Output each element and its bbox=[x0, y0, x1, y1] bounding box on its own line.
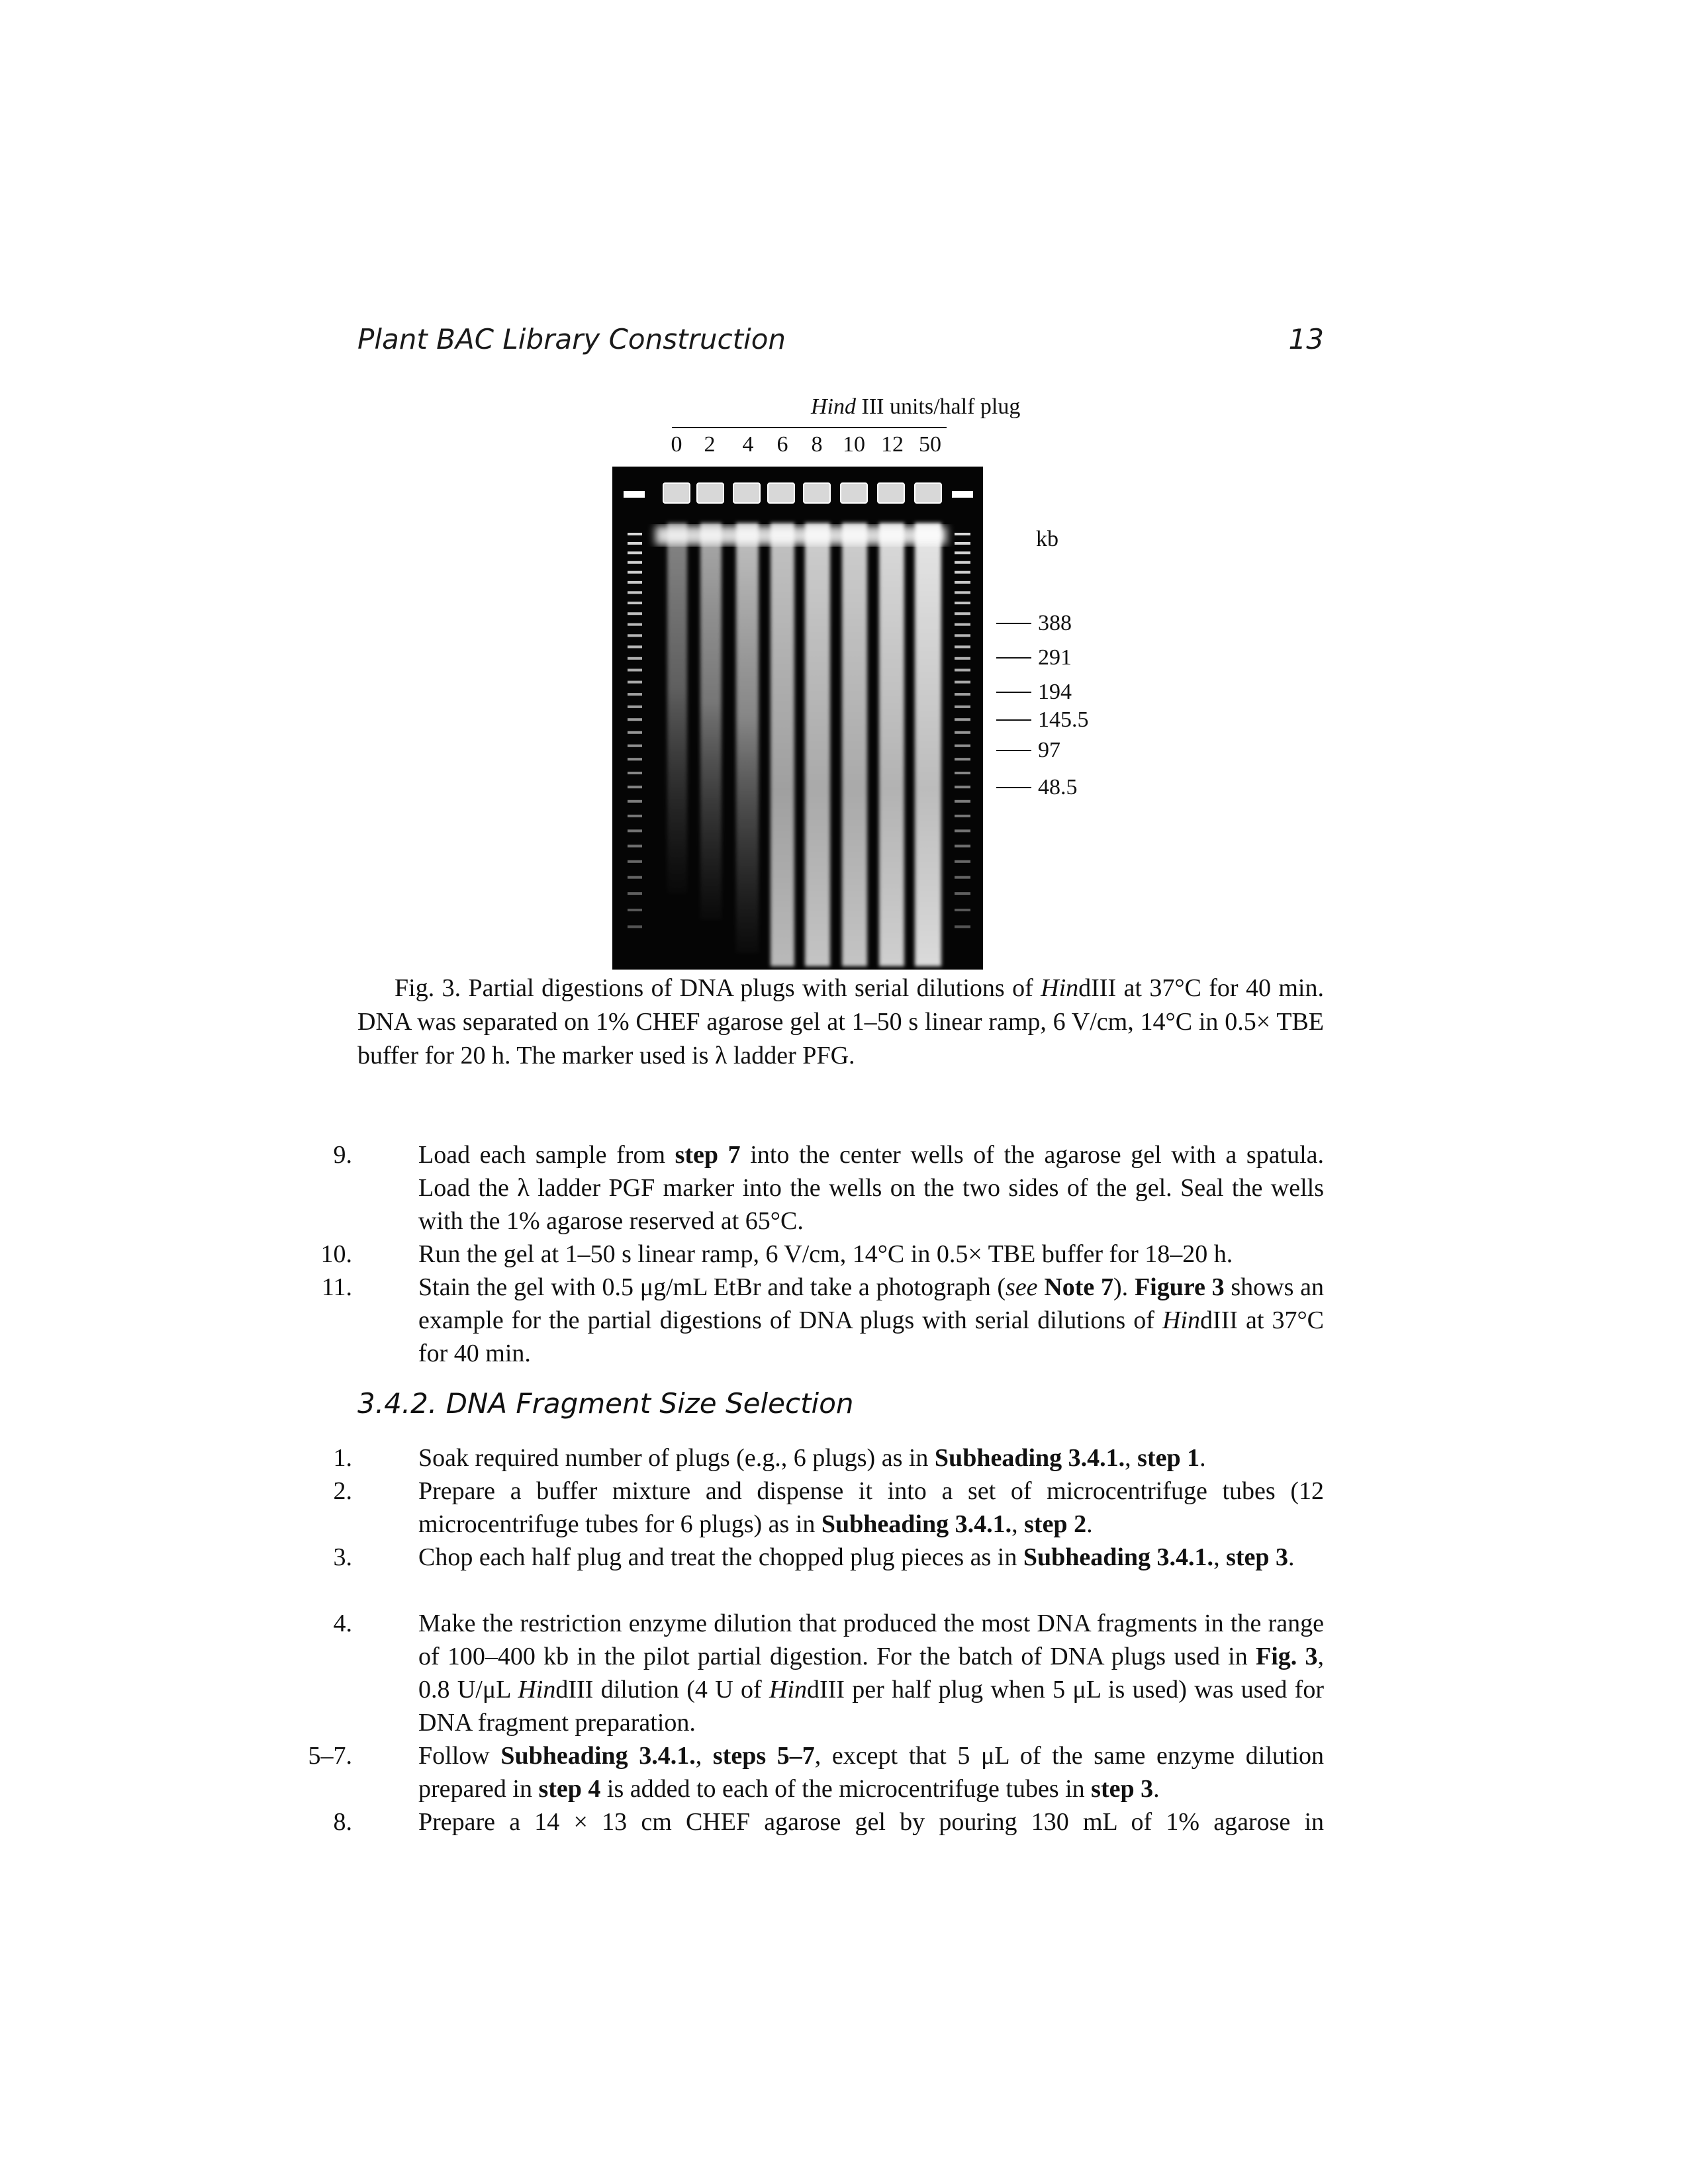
ladder-band bbox=[628, 758, 642, 760]
step-number: 4. bbox=[333, 1610, 352, 1637]
caption-italic: Hin bbox=[1041, 974, 1079, 1002]
ladder-band bbox=[628, 925, 642, 928]
ladder-band bbox=[955, 731, 970, 734]
ladder-band bbox=[955, 892, 970, 895]
ladder-band bbox=[628, 800, 642, 803]
step-text: Load each sample from step 7 into the center wells of the agarose gel with a spatula. Load the λ ladder PGF marker into the wells on the two sides of the gel. Seal the wells with the 1% agarose reserved at 65°C. bbox=[418, 1141, 1324, 1235]
ladder-band bbox=[955, 542, 970, 545]
ladder-band bbox=[955, 657, 970, 660]
ladder-band bbox=[628, 860, 642, 863]
ladder-band bbox=[955, 591, 970, 594]
list-item bbox=[308, 1739, 1324, 1805]
enzyme-label: Hind III units/half plug bbox=[811, 394, 1021, 419]
ladder-band bbox=[955, 758, 970, 760]
ladder-band bbox=[628, 844, 642, 847]
step-number: 8. bbox=[333, 1808, 352, 1836]
gel-well bbox=[768, 483, 794, 503]
ladder-band bbox=[628, 657, 642, 660]
ladder-band bbox=[628, 718, 642, 721]
ladder-band bbox=[628, 731, 642, 734]
kb-unit-label: kb bbox=[1036, 527, 1058, 551]
ladder-band bbox=[955, 533, 970, 535]
ladder-band bbox=[628, 693, 642, 696]
size-marker-label: 388 bbox=[1038, 611, 1072, 635]
list-item bbox=[333, 1441, 1324, 1475]
step-number: 1. bbox=[333, 1444, 352, 1472]
lane-label: 12 bbox=[881, 432, 904, 457]
figure-caption bbox=[357, 972, 1324, 1073]
list-item bbox=[333, 1138, 1324, 1238]
marker-well-left bbox=[624, 491, 645, 498]
gel-well bbox=[841, 483, 867, 503]
ladder-band bbox=[628, 876, 642, 879]
ladder-band bbox=[628, 645, 642, 648]
step-number: 10. bbox=[320, 1240, 352, 1268]
lane-label: 50 bbox=[919, 432, 941, 457]
ladder-band bbox=[955, 876, 970, 879]
list-item bbox=[333, 1607, 1324, 1739]
ladder-band bbox=[955, 561, 970, 564]
step-text: Prepare a buffer mixture and dispense it into a set of microcentrifuge tubes (12 microcentrifuge tubes for 6 plugs) as in Subheading 3.4.1., step 2. bbox=[418, 1477, 1324, 1538]
step-text: Soak required number of plugs (e.g., 6 plugs) as in Subheading 3.4.1., step 1. bbox=[418, 1444, 1206, 1472]
marker-well-right bbox=[952, 491, 973, 498]
step-number: 11. bbox=[321, 1273, 352, 1301]
step-text: Stain the gel with 0.5 μg/mL EtBr and take a photograph (see Note 7). Figure 3 shows an example for the partial digestions of DNA plugs with serial dilutions of HindIII at 37°C for 40 min. bbox=[418, 1273, 1325, 1367]
ladder-band bbox=[955, 571, 970, 574]
ladder-band bbox=[628, 892, 642, 895]
ladder-band bbox=[628, 634, 642, 637]
ladder-band bbox=[628, 705, 642, 708]
ladder-band bbox=[955, 645, 970, 648]
lane-smear bbox=[736, 523, 759, 953]
size-marker-label: 145.5 bbox=[1038, 707, 1089, 732]
ladder-band bbox=[955, 681, 970, 684]
list-item bbox=[333, 1475, 1324, 1541]
gel-well bbox=[878, 483, 904, 503]
ladder-band bbox=[955, 860, 970, 863]
step-number: 9. bbox=[333, 1141, 352, 1169]
lane-label: 10 bbox=[843, 432, 865, 457]
caption-text: dIII at 37°C for 40 min. DNA was separated on 1% CHEF agarose gel at 1–50 s linear ramp, 6 V/cm, 14°C in 0.5× TBE buffer for 20 h. The marker used is λ ladder PFG. bbox=[357, 974, 1324, 1069]
gel-well bbox=[915, 483, 941, 503]
gel-well bbox=[733, 483, 760, 503]
ladder-band bbox=[955, 634, 970, 637]
size-marker-label: 194 bbox=[1038, 680, 1072, 704]
ladder-band bbox=[955, 612, 970, 615]
lane-label: 0 bbox=[671, 432, 682, 457]
page-number: 13 bbox=[1288, 323, 1324, 355]
size-marker-label: 291 bbox=[1038, 645, 1072, 670]
ladder-band bbox=[955, 786, 970, 788]
ladder-band bbox=[955, 909, 970, 911]
list-item bbox=[333, 1805, 1324, 1839]
ladder-band bbox=[628, 602, 642, 604]
ladder-band bbox=[628, 786, 642, 788]
ladder-band bbox=[955, 693, 970, 696]
ladder-band bbox=[955, 602, 970, 604]
gel-well bbox=[804, 483, 830, 503]
ladder-band bbox=[955, 829, 970, 832]
ladder-band bbox=[955, 669, 970, 672]
ladder-band bbox=[628, 909, 642, 911]
lane-smear bbox=[700, 523, 722, 920]
lane-label: 2 bbox=[704, 432, 716, 457]
step-text: Prepare a 14 × 13 cm CHEF agarose gel by pouring 130 mL of 1% agarose in bbox=[418, 1808, 1324, 1836]
step-text: Run the gel at 1–50 s linear ramp, 6 V/cm, 14°C in 0.5× TBE buffer for 18–20 h. bbox=[418, 1240, 1233, 1268]
ladder-band bbox=[628, 745, 642, 747]
gel-svg bbox=[609, 390, 1152, 986]
step-number: 2. bbox=[333, 1477, 352, 1505]
gel-figure bbox=[609, 390, 1152, 986]
ladder-band bbox=[955, 745, 970, 747]
ladder-band bbox=[628, 551, 642, 554]
lane-smear bbox=[842, 523, 867, 966]
ladder-band bbox=[955, 844, 970, 847]
gel-well bbox=[697, 483, 724, 503]
step-text: Chop each half plug and treat the chopped plug pieces as in Subheading 3.4.1., step 3. bbox=[418, 1543, 1295, 1571]
ladder-band bbox=[955, 772, 970, 774]
ladder-band bbox=[628, 772, 642, 774]
section-heading: 3.4.2. DNA Fragment Size Selection bbox=[357, 1387, 854, 1420]
running-title: Plant BAC Library Construction bbox=[357, 323, 786, 355]
lane-smear bbox=[667, 523, 687, 893]
ladder-band bbox=[628, 623, 642, 626]
ladder-band bbox=[955, 925, 970, 928]
step-text: Follow Subheading 3.4.1., steps 5–7, except that 5 μL of the same enzyme dilution prepared in step 4 is added to each of the microcentrifuge tubes in step 3. bbox=[418, 1742, 1324, 1803]
lane-smear bbox=[879, 523, 904, 966]
ladder-band bbox=[628, 542, 642, 545]
ladder-band bbox=[955, 581, 970, 584]
ladder-band bbox=[628, 681, 642, 684]
lane-smear bbox=[805, 523, 830, 966]
ladder-band bbox=[628, 581, 642, 584]
ladder-band bbox=[955, 815, 970, 817]
list-item bbox=[320, 1238, 1324, 1271]
step-number: 3. bbox=[333, 1543, 352, 1571]
ladder-band bbox=[628, 533, 642, 535]
ladder-band bbox=[628, 669, 642, 672]
ladder-band bbox=[628, 571, 642, 574]
gel-well bbox=[663, 483, 690, 503]
lane-label: 4 bbox=[742, 432, 754, 457]
caption-text: Fig. 3. Partial digestions of DNA plugs with serial dilutions of bbox=[395, 974, 1041, 1002]
ladder-band bbox=[628, 561, 642, 564]
list-item bbox=[333, 1541, 1324, 1574]
ladder-band bbox=[955, 718, 970, 721]
step-text: Make the restriction enzyme dilution that produced the most DNA fragments in the range of 100–400 kb in the pilot partial digestion. For the batch of DNA plugs used in Fig. 3, 0.8 U/μL HindIII dilution (4 U of HindIII per half plug when 5 μL is used) was used for DNA fragment preparation. bbox=[418, 1610, 1324, 1737]
ladder-band bbox=[955, 551, 970, 554]
ladder-band bbox=[955, 800, 970, 803]
ladder-band bbox=[628, 591, 642, 594]
list-item bbox=[321, 1271, 1325, 1370]
size-marker-label: 48.5 bbox=[1038, 775, 1078, 799]
ladder-band bbox=[955, 705, 970, 708]
ladder-band bbox=[628, 612, 642, 615]
ladder-band bbox=[628, 829, 642, 832]
ladder-band bbox=[628, 815, 642, 817]
step-number: 5–7. bbox=[308, 1742, 352, 1770]
ladder-band bbox=[955, 623, 970, 626]
size-marker-label: 97 bbox=[1038, 738, 1060, 762]
lane-label: 6 bbox=[776, 432, 788, 457]
lane-label: 8 bbox=[811, 432, 823, 457]
lane-smear bbox=[771, 523, 794, 966]
lane-smear bbox=[915, 523, 941, 966]
